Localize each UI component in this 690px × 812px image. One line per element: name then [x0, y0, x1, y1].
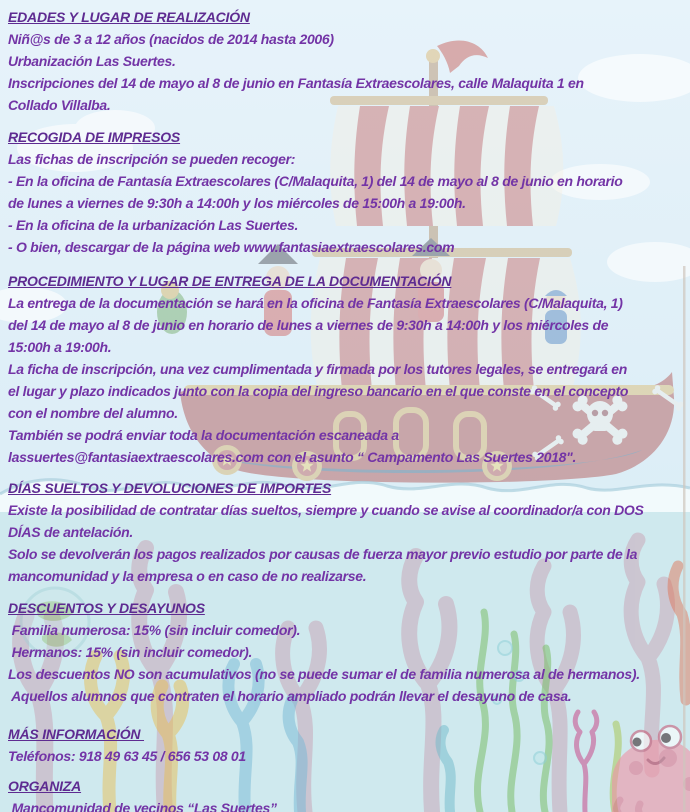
text-line: de lunes a viernes de 9:30h a 14:00h y los miércoles de 15:00h a 19:00h.: [8, 195, 466, 211]
text-line: Collado Villalba.: [8, 97, 111, 113]
text-line: También se podrá enviar toda la documentación escaneada a: [8, 427, 399, 443]
text-line: mancomunidad y la empresa o en caso de no realizarse.: [8, 568, 367, 584]
section-edades: [8, 6, 686, 116]
section-mas-informacion: [8, 723, 686, 767]
section-heading: DESCUENTOS Y DESAYUNOS: [8, 600, 205, 616]
text-line: La entrega de la documentación se hará en la oficina de Fantasía Extraescolares (C/Malaquita, 1): [8, 295, 623, 311]
text-line: La ficha de inscripción, una vez cumplimentada y firmada por los tutores legales, se entregará en: [8, 361, 627, 377]
section-heading: PROCEDIMIENTO Y LUGAR DE ENTREGA DE LA DOCUMENTACIÓN: [8, 273, 452, 289]
text-line: 15:00h a 19:00h.: [8, 339, 112, 355]
text-line: Familia numerosa: 15% (sin incluir comedor).: [8, 622, 301, 638]
section-heading: ORGANIZA: [8, 778, 82, 794]
text-line website-url: - O bien, descargar de la página web www.fantasiaextraescolares.com: [8, 239, 455, 255]
text-line: DÍAS de antelación.: [8, 524, 133, 540]
text-line: Los descuentos NO son acumulativos (no se puede sumar el de familia numerosa al de hermanos).: [8, 666, 640, 682]
section-recogida: [8, 126, 686, 258]
section-heading: EDADES Y LUGAR DE REALIZACIÓN: [8, 9, 250, 25]
organizer-name: Mancomunidad de vecinos “Las Suertes”: [8, 800, 277, 812]
section-heading: DÍAS SUELTOS Y DEVOLUCIONES DE IMPORTES: [8, 480, 332, 496]
text-line: Inscripciones del 14 de mayo al 8 de junio en Fantasía Extraescolares, calle Malaquita 1 en: [8, 75, 584, 91]
text-line: - En la oficina de Fantasía Extraescolares (C/Malaquita, 1) del 14 de mayo al 8 de junio en horario: [8, 173, 623, 189]
text-line: con el nombre del alumno.: [8, 405, 178, 421]
section-dias-sueltos: [8, 477, 686, 587]
section-procedimiento: [8, 270, 686, 468]
text-line: Aquellos alumnos que contraten el horario ampliado podrán llevar el desayuno de casa.: [8, 688, 572, 704]
text-line: del 14 de mayo al 8 de junio en horario de lunes a viernes de 9:30h a 14:00h y los miércoles de: [8, 317, 609, 333]
text-line: Existe la posibilidad de contratar días sueltos, siempre y cuando se avise al coordinador/a con DOS: [8, 502, 644, 518]
section-organiza: [8, 775, 686, 812]
text-line: Solo se devolverán los pagos realizados por causas de fuerza mayor previo estudio por parte de la: [8, 546, 638, 562]
phone-numbers: Teléfonos: 918 49 63 45 / 656 53 08 01: [8, 748, 246, 764]
section-heading: RECOGIDA DE IMPRESOS: [8, 129, 181, 145]
section-heading: MÁS INFORMACIÓN: [8, 726, 145, 742]
text-line: Hermanos: 15% (sin incluir comedor).: [8, 644, 253, 660]
text-line: Urbanización Las Suertes.: [8, 53, 176, 69]
text-line email-address: lassuertes@fantasiaextraescolares.com con el asunto “ Campamento Las Suertes 2018".: [8, 449, 577, 465]
section-descuentos: [8, 597, 686, 707]
text-line: Las fichas de inscripción se pueden recoger:: [8, 151, 296, 167]
text-line: el lugar y plazo indicados junto con la copia del ingreso bancario en el que conste en el concepto: [8, 383, 629, 399]
text-line: Niñ@s de 3 a 12 años (nacidos de 2014 hasta 2006): [8, 31, 334, 47]
text-line: - En la oficina de la urbanización Las Suertes.: [8, 217, 299, 233]
